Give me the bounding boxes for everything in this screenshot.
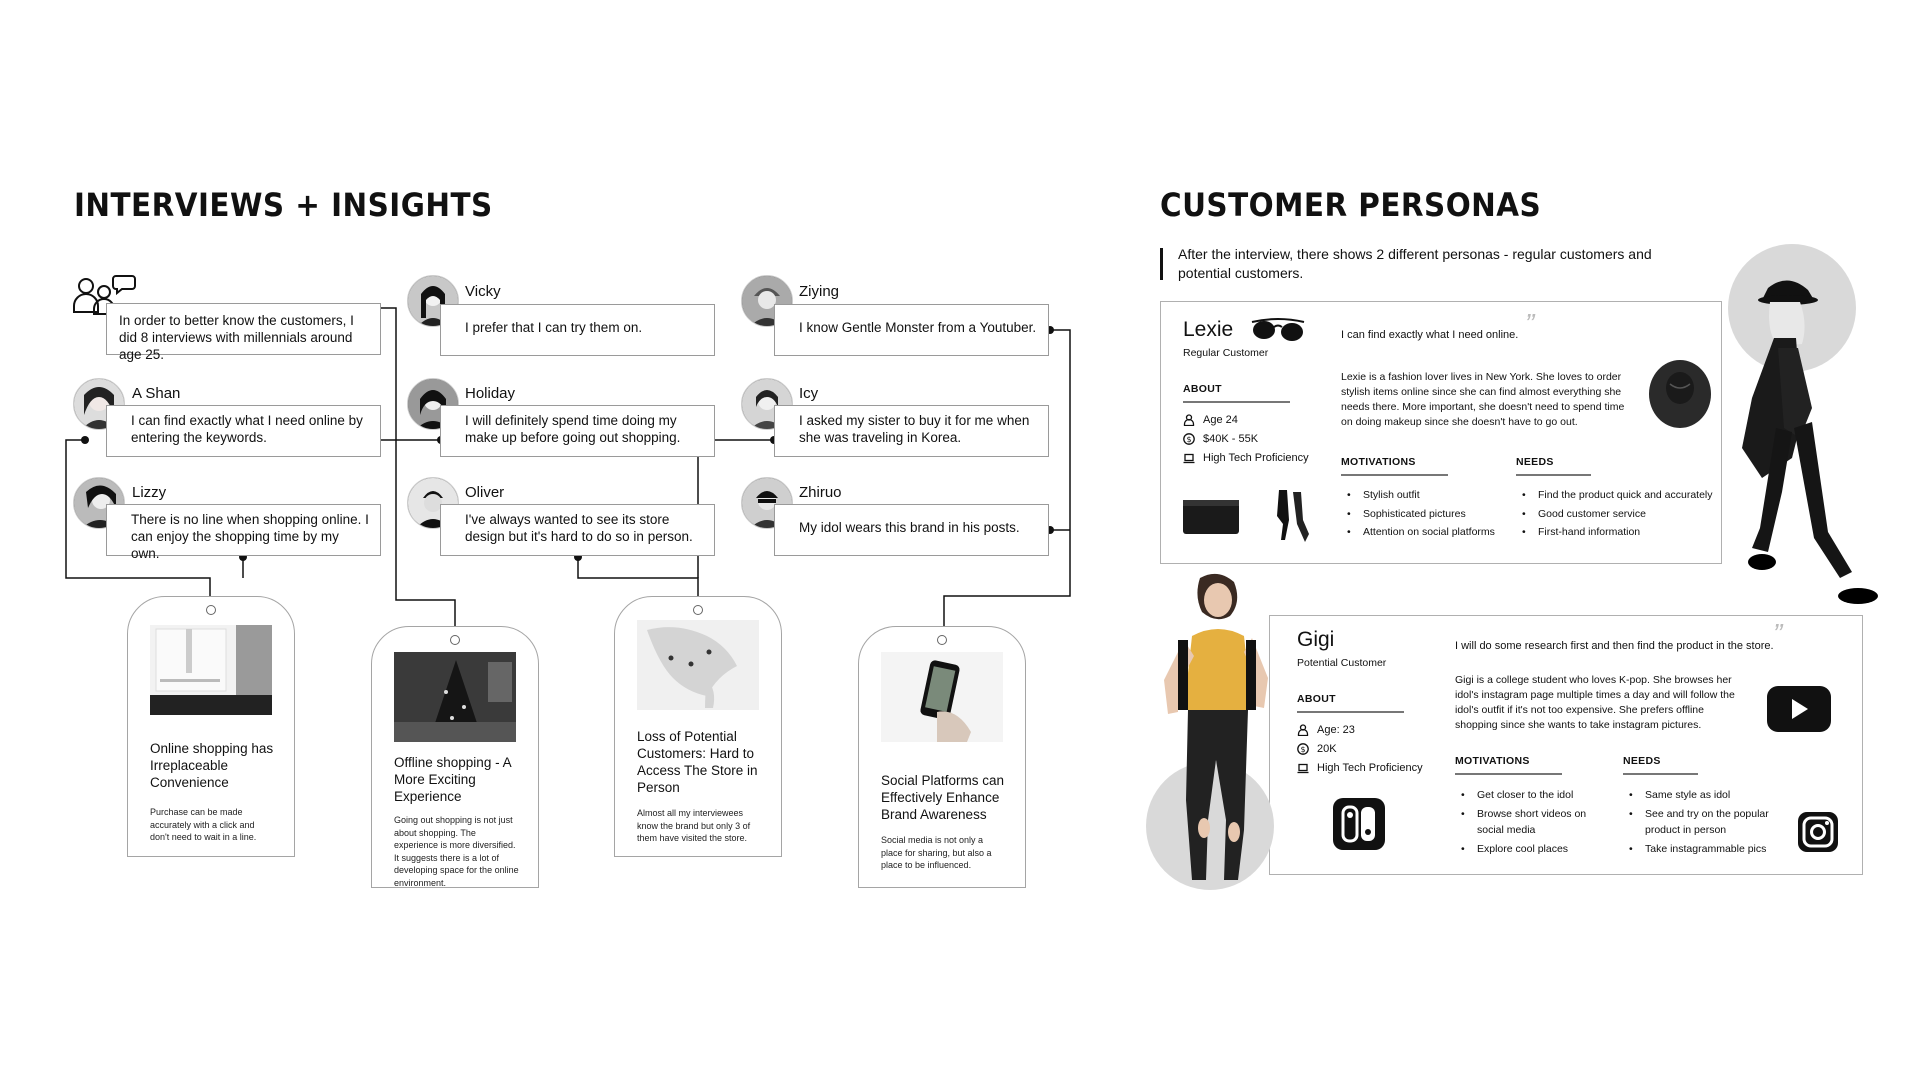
insight-card-online-convenience xyxy=(127,596,295,857)
about-tech xyxy=(1297,762,1423,774)
motivations-list-lexie xyxy=(1341,486,1495,542)
income-text: $40K - 55K xyxy=(1203,433,1259,445)
card-hole xyxy=(693,605,703,615)
motivations-label-lexie: MOTIVATIONS xyxy=(1341,456,1416,468)
persona-bio-gigi: Gigi is a college student who loves K-pop. She browses her idol's instagram page multiple times a day and will follow the idol's outfit if it's not too expensive. She prefers offline shopping since she wants to take instagram pictures. xyxy=(1455,674,1735,731)
tech-text: High Tech Proficiency xyxy=(1203,452,1309,464)
boots-image xyxy=(1275,488,1309,544)
quote-box-vicky xyxy=(440,304,715,356)
about-underline xyxy=(1183,401,1290,403)
motivation-item: • Attention on social platforms xyxy=(1341,523,1495,542)
card-hole xyxy=(937,635,947,645)
about-label: ABOUT xyxy=(1297,693,1336,705)
insight-title: Online shopping has Irreplaceable Convenience xyxy=(150,741,274,790)
game-console-icon xyxy=(1331,796,1387,852)
quote-text: I've always wanted to see its store design but it's hard to do so in person. xyxy=(465,512,693,544)
quote-text: There is no line when shopping online. I can enjoy the shopping time by my own. xyxy=(131,512,369,561)
motivation-item: • Stylish outfit xyxy=(1341,486,1495,505)
insight-desc: Social media is not only a place for sharing, but also a place to be influenced. xyxy=(881,835,992,870)
svg-text:$: $ xyxy=(1300,745,1306,754)
card-hole xyxy=(450,635,460,645)
persona-quote-lexie: I can find exactly what I need online. xyxy=(1341,329,1519,341)
gigi-photo xyxy=(1148,570,1278,900)
needs-list-gigi xyxy=(1623,787,1778,857)
persona-quote-gigi: I will do some research first and then find the product in the store. xyxy=(1455,640,1774,652)
name-vicky: Vicky xyxy=(465,283,501,300)
name-lizzy: Lizzy xyxy=(132,484,167,501)
need-item: • Find the product quick and accurately xyxy=(1516,486,1713,505)
lexie-photo xyxy=(1690,278,1898,612)
quote-box-holiday xyxy=(440,405,715,457)
quote-mark-gigi: ” xyxy=(1773,618,1783,649)
about-underline xyxy=(1297,711,1404,713)
quote-mark-lexie: ” xyxy=(1525,308,1535,339)
about-income xyxy=(1183,433,1258,445)
quote-box-a-shan xyxy=(106,405,381,457)
intro-text: In order to better know the customers, I did 8 interviews with millennials around age 25. xyxy=(119,313,354,362)
name-zhiruo: Zhiruo xyxy=(799,484,842,501)
name-holiday: Holiday xyxy=(465,385,516,402)
quote-text: I prefer that I can try them on. xyxy=(465,320,643,335)
intro-box xyxy=(106,303,381,362)
motivations-underline xyxy=(1341,474,1448,476)
about-age xyxy=(1297,724,1355,736)
phone-in-hand-image xyxy=(881,652,1003,742)
need-item: • First-hand information xyxy=(1516,523,1713,542)
insight-desc: Almost all my interviewees know the brand but only 3 of them have visited the store. xyxy=(637,808,751,843)
insight-card-offline-experience xyxy=(371,626,539,888)
quote-text: I know Gentle Monster from a Youtuber. xyxy=(799,320,1037,335)
insight-card-social-platforms xyxy=(858,626,1026,888)
name-oliver: Oliver xyxy=(465,484,505,501)
quote-text: I will definitely spend time doing my make up before going out shopping. xyxy=(465,413,681,445)
motivations-label-gigi: MOTIVATIONS xyxy=(1455,755,1530,767)
needs-underline xyxy=(1516,474,1591,476)
personas-intro: After the interview, there shows 2 different personas - regular customers and potential customers. xyxy=(1178,246,1652,281)
persona-name-lexie: Lexie xyxy=(1183,318,1234,341)
income-text: 20K xyxy=(1317,743,1337,755)
person-icon xyxy=(1183,414,1195,426)
quote-box-oliver xyxy=(440,504,715,556)
insight-title: Loss of Potential Customers: Hard to Access The Store in Person xyxy=(637,729,758,795)
dollar-icon xyxy=(1183,433,1195,445)
instagram-icon xyxy=(1797,811,1839,853)
person-icon xyxy=(1297,724,1309,736)
quote-text: I can find exactly what I need online by entering the keywords. xyxy=(131,413,363,445)
map-image xyxy=(637,620,759,710)
name-a-shan: A Shan xyxy=(132,385,181,402)
needs-underline xyxy=(1623,773,1698,775)
persona-name-gigi: Gigi xyxy=(1297,628,1335,651)
svg-text:$: $ xyxy=(1186,435,1192,444)
motivation-item: • Sophisticated pictures xyxy=(1341,505,1495,524)
laptop-icon xyxy=(1183,452,1195,464)
name-ziying: Ziying xyxy=(799,283,840,300)
motivations-list-gigi xyxy=(1455,787,1605,857)
insight-desc: Purchase can be made accurately with a click and don't need to wait in a line. xyxy=(150,807,257,842)
about-income xyxy=(1297,743,1337,755)
intro-accent-bar xyxy=(1160,248,1163,280)
needs-label-gigi: NEEDS xyxy=(1623,755,1661,767)
needs-label-lexie: NEEDS xyxy=(1516,456,1554,468)
quote-box-lizzy xyxy=(106,504,381,561)
about-age xyxy=(1183,414,1238,426)
quote-text: I asked my sister to buy it for me when she was traveling in Korea. xyxy=(799,413,1030,445)
need-item: • Take instagrammable pics xyxy=(1623,841,1778,857)
dollar-icon xyxy=(1297,743,1309,755)
needs-list-lexie xyxy=(1516,486,1713,542)
quote-text: My idol wears this brand in his posts. xyxy=(799,520,1020,535)
about-tech xyxy=(1183,452,1309,464)
insight-card-access-store xyxy=(614,596,782,857)
sunglasses-icon xyxy=(1248,314,1308,344)
persona-role-lexie: Regular Customer xyxy=(1183,347,1269,359)
motivations-underline xyxy=(1455,773,1562,775)
age-text: Age 24 xyxy=(1203,414,1238,426)
card-hole xyxy=(206,605,216,615)
age-text: Age: 23 xyxy=(1317,724,1355,736)
personas-heading: CUSTOMER PERSONAS xyxy=(1160,186,1542,224)
quote-box-icy xyxy=(774,405,1049,457)
laptop-icon xyxy=(1297,762,1309,774)
about-label: ABOUT xyxy=(1183,383,1222,395)
need-item: • Same style as idol xyxy=(1623,787,1778,803)
motivation-item: • Browse short videos on social media xyxy=(1455,806,1605,838)
insight-title: Social Platforms can Effectively Enhance Brand Awareness xyxy=(881,773,1005,822)
need-item: • See and try on the popular product in person xyxy=(1623,806,1778,838)
need-item: • Good customer service xyxy=(1516,505,1713,524)
laptop-image xyxy=(150,625,272,715)
tech-text: High Tech Proficiency xyxy=(1317,762,1423,774)
persona-role-gigi: Potential Customer xyxy=(1297,657,1387,669)
christmas-store-image xyxy=(394,652,516,742)
persona-bio-lexie: Lexie is a fashion lover lives in New York. She loves to order stylish items online since she can find almost everything she needs there. More important, she doesn't need to spend time on doing makeup since she doesn't have to go out. xyxy=(1341,371,1625,428)
wallet-image xyxy=(1182,498,1240,536)
motivation-item: • Explore cool places xyxy=(1455,841,1605,857)
insight-desc: Going out shopping is not just about shopping. The experience is more diversified. It suggests there is a lot of developing space for the online environment. xyxy=(394,815,519,888)
interviews-heading: INTERVIEWS + INSIGHTS xyxy=(74,186,493,224)
insight-title: Offline shopping - A More Exciting Experience xyxy=(394,755,511,804)
name-icy: Icy xyxy=(799,385,819,402)
quote-box-ziying xyxy=(774,304,1049,356)
quote-box-zhiruo xyxy=(774,504,1049,556)
motivation-item: • Get closer to the idol xyxy=(1455,787,1605,803)
youtube-icon xyxy=(1766,685,1832,733)
